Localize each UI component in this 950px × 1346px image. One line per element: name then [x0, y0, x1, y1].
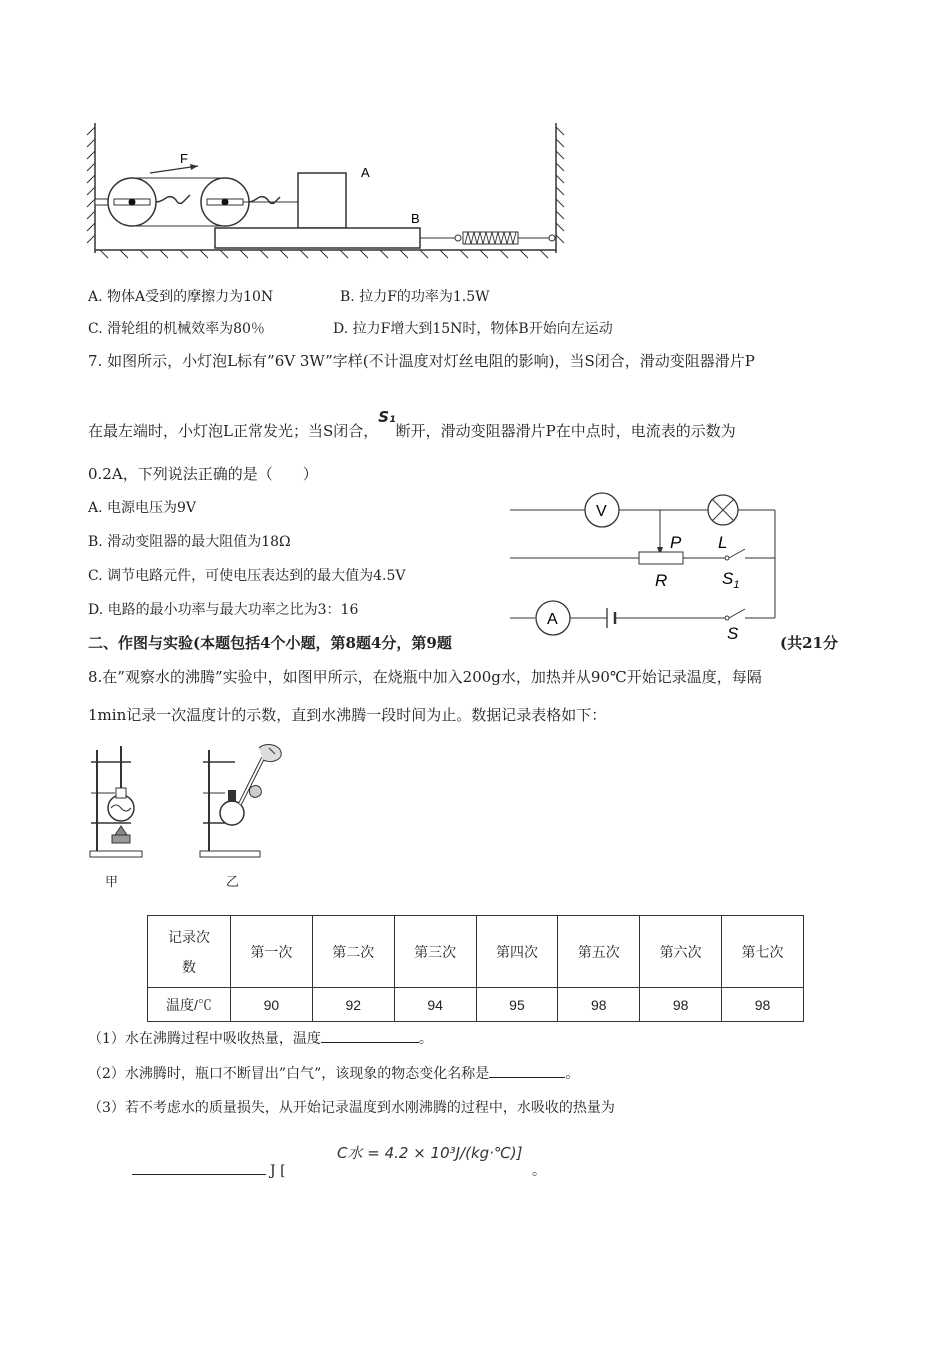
q8-line1: 8.在”观察水的沸腾”实验中，如图甲所示，在烧瓶中加入200g水，加热并从90℃开始记录温度，每隔: [88, 668, 762, 686]
temperature-table: [147, 915, 804, 1022]
label-A: A: [361, 165, 370, 180]
label-B: B: [411, 211, 420, 226]
table-header-cell: 第六次: [640, 916, 722, 988]
q7-line2-b: 断开，滑动变阻器滑片P在中点时，电流表的示数为: [395, 422, 736, 440]
q8-line2: 1min记录一次温度计的示数，直到水沸腾一段时间为止。数据记录表格如下：: [88, 706, 607, 724]
fig-label-jia: 甲: [105, 875, 119, 890]
q7-option-c: C. 调节电路元件，可使电压表达到的最大值为4.5V: [88, 568, 406, 584]
section2-heading-tail: 共21分): [780, 634, 838, 652]
table-header-label: [148, 916, 231, 988]
header-label-line2: 数: [182, 958, 196, 975]
q8-sub3-unit: J [: [270, 1163, 286, 1179]
table-header-cell: 第四次: [476, 916, 558, 988]
pulley-figure: [80, 115, 580, 260]
answer-blank-1[interactable]: [321, 1028, 419, 1043]
circuit-diagram: [505, 490, 795, 643]
q8-sub3: （3）若不考虑水的质量损失，从开始记录温度到水刚沸腾的过程中，水吸收的热量为: [88, 1100, 615, 1116]
q7-line1: 7. 如图所示，小灯泡L标有”6V 3W”字样(不计温度对灯丝电阻的影响)，当S闭合，滑动变阻器滑片P: [88, 352, 755, 370]
apparatus-figure: [85, 738, 295, 863]
q8-sub2: [88, 1063, 579, 1083]
q8-sub1-text: （1）水在沸腾过程中吸收热量，温度: [88, 1031, 321, 1047]
temp-cell: 94: [394, 988, 476, 1022]
q6-option-b: B. 拉力F的功率为1.5W: [340, 289, 490, 305]
q8-sub1: [88, 1028, 433, 1048]
specific-heat-formula: C水 = 4.2 × 10³J/(kg·℃)]: [337, 1144, 523, 1162]
voltmeter-label: V: [596, 503, 607, 520]
label-S1-main: S: [722, 569, 734, 588]
table-header-cell: 第三次: [394, 916, 476, 988]
fig-label-yi: 乙: [226, 875, 240, 890]
q8-sub3-answer: [132, 1160, 286, 1179]
q8-sub2-end: 。: [565, 1066, 580, 1082]
q7-line2-a: 在最左端时，小灯泡L正常发光；当S闭合，: [88, 422, 379, 440]
answer-blank-2[interactable]: [489, 1063, 565, 1078]
table-header-cell: 第五次: [558, 916, 640, 988]
temp-cell: 92: [312, 988, 394, 1022]
label-R: R: [655, 571, 668, 590]
q7-option-d: D. 电路的最小功率与最大功率之比为3：16: [88, 602, 359, 618]
temp-label-cell: 温度/℃: [148, 988, 231, 1022]
temp-cell: 95: [476, 988, 558, 1022]
table-header-cell: 第七次: [722, 916, 804, 988]
label-L: L: [718, 533, 728, 552]
table-row: [148, 916, 804, 988]
q6-option-a: A. 物体A受到的摩擦力为10N: [88, 289, 274, 305]
table-row: [148, 988, 804, 1022]
answer-blank-3[interactable]: [132, 1160, 266, 1175]
q8-sub3-end: 。: [532, 1163, 546, 1179]
temp-cell: 98: [722, 988, 804, 1022]
table-header-cell: 第一次: [231, 916, 313, 988]
q7-s1-symbol: S₁: [378, 408, 396, 426]
label-S1: [722, 569, 739, 591]
section2-heading: 二、作图与实验(本题包括4个小题，第8题4分，第9题: [88, 634, 452, 652]
header-label-line1: 记录次: [168, 928, 210, 945]
q7-option-b: B. 滑动变阻器的最大阻值为18Ω: [88, 534, 291, 550]
q7-option-a: A. 电源电压为9V: [88, 500, 197, 516]
temp-cell: 98: [558, 988, 640, 1022]
q6-option-d: D. 拉力F增大到15N时，物体B开始向左运动: [333, 321, 613, 337]
q8-sub1-end: 。: [418, 1031, 433, 1047]
label-S: S: [727, 624, 739, 643]
q7-line3: 0.2A，下列说法正确的是（ ）: [88, 465, 318, 483]
temp-cell: 98: [640, 988, 722, 1022]
table-header-cell: 第二次: [312, 916, 394, 988]
label-S1-sub: 1: [733, 579, 740, 591]
label-P: P: [670, 533, 682, 552]
temp-cell: 90: [231, 988, 313, 1022]
ammeter-label: A: [547, 611, 558, 628]
q6-option-c: C. 滑轮组的机械效率为80％: [88, 321, 265, 337]
label-F: F: [180, 151, 188, 166]
q7-line2: [88, 408, 736, 441]
q8-sub2-text: （2）水沸腾时，瓶口不断冒出”白气”，该现象的物态变化名称是: [88, 1066, 490, 1082]
